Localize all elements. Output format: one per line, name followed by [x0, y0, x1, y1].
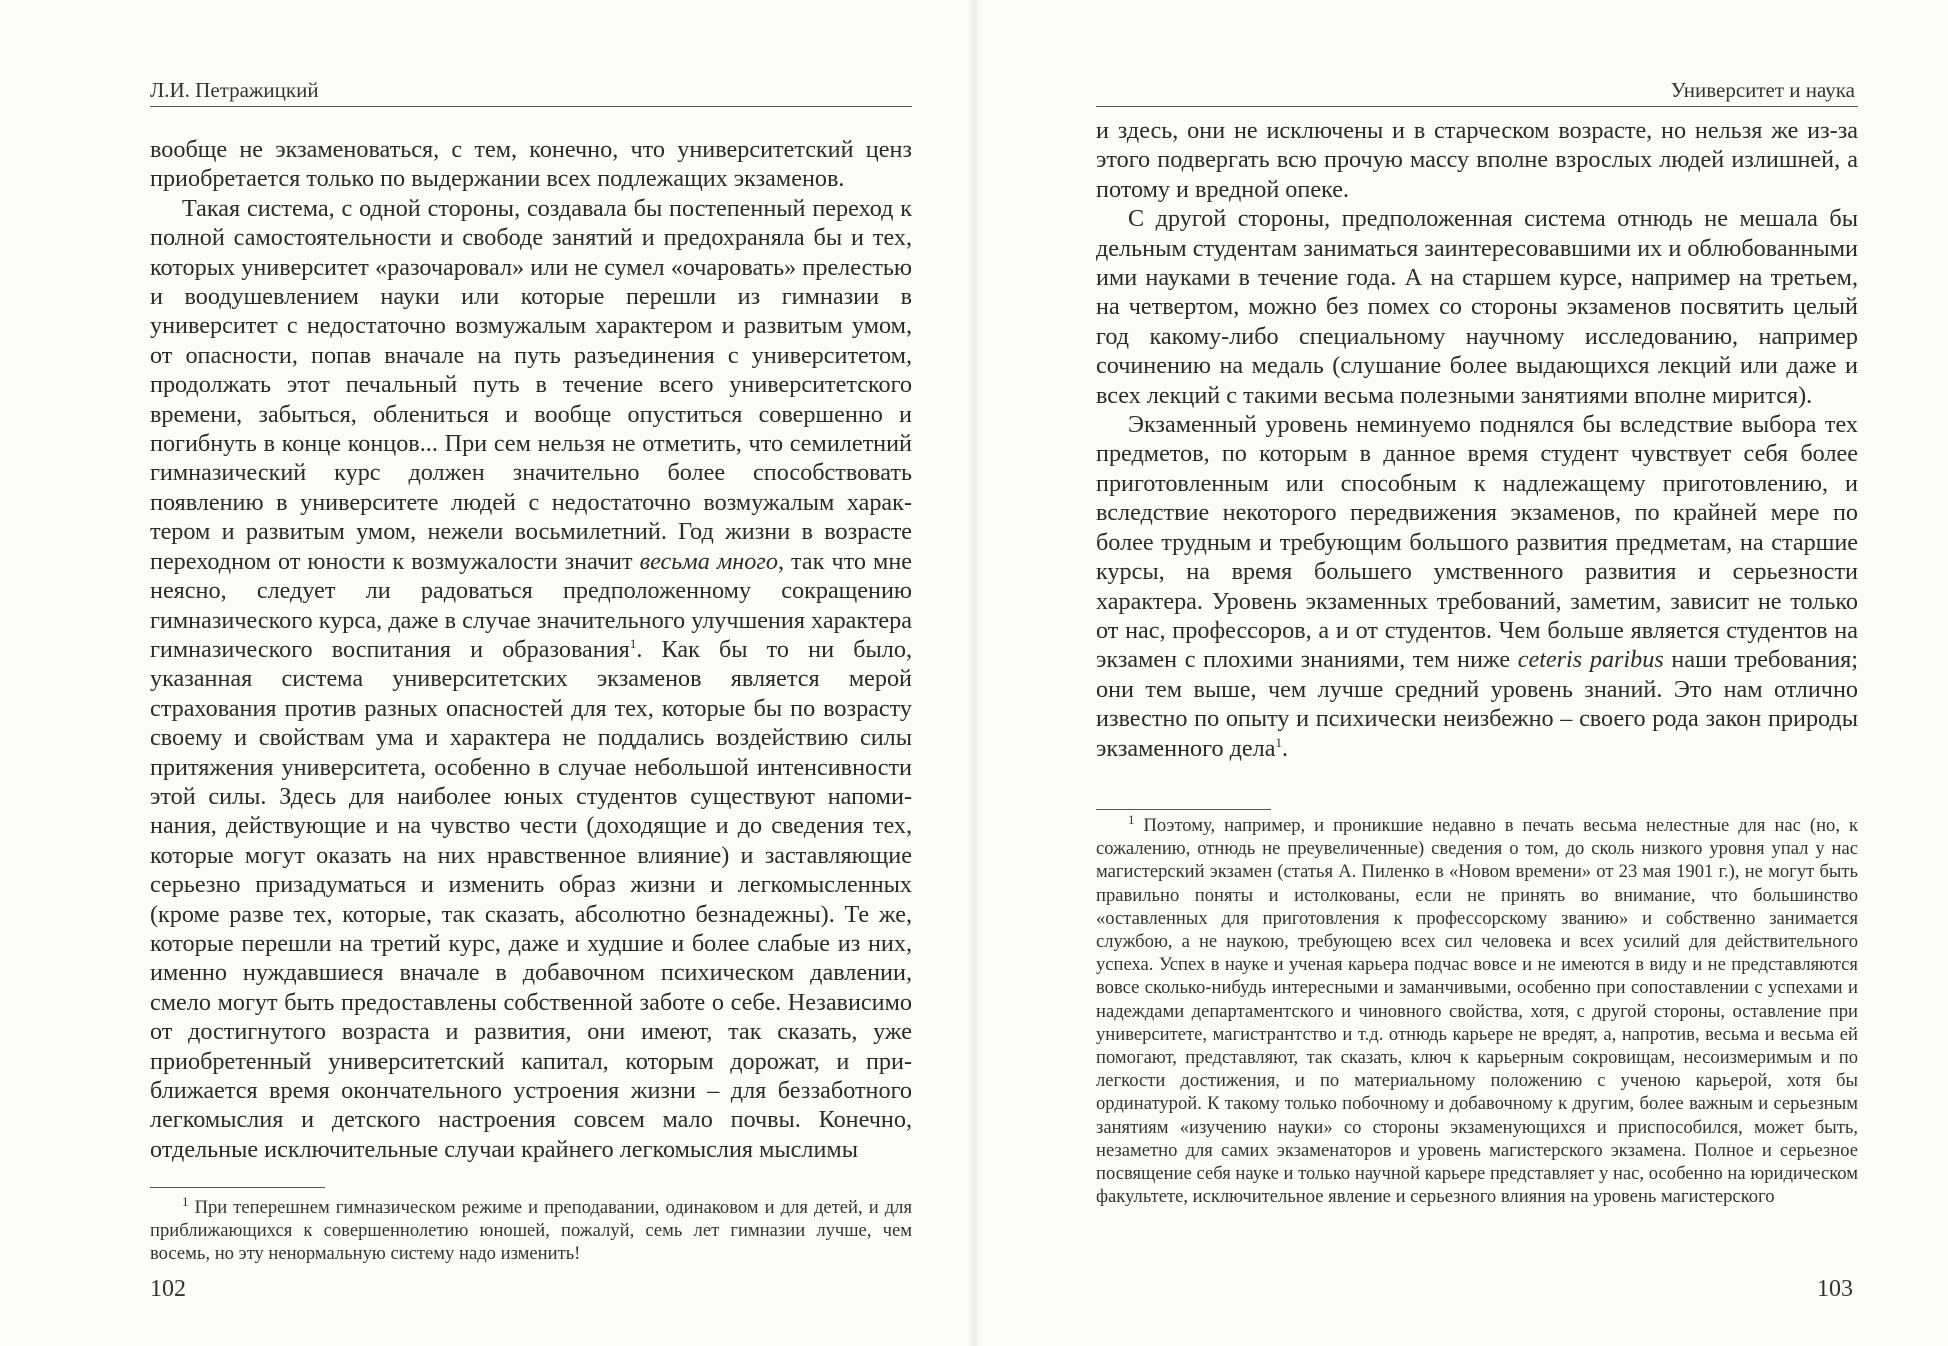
- paragraph: вообще не экзаменоваться, с тем, конечно, что университетский ценз приобретается только по выдержании всех подлежащих экзаменов.: [150, 136, 912, 193]
- paragraph-text: , так что мне неясно, следует ли радоваться предположенному сокращению гимназического курса, даже в случае значительного улучшения характера гимназического воспитания и образования: [150, 547, 913, 663]
- footnote-mark: 1: [1128, 811, 1135, 827]
- footnote-rule: [150, 1187, 325, 1188]
- footnote-ref[interactable]: 1: [1275, 734, 1282, 750]
- paragraph: С другой стороны, предположенная система отнюдь не мешала бы дельным студентам заниматься заинтересовавшими их и облюбованными ими науками в течение года. А на старшем курсе, например на третьем, на четвертом, можно без помех со стороны экзаменов посвятить целый год какому-либо специальному научному исследованию, например сочинению на медаль (слушание более выдающихся лекций или даже и всех лекций с такими весьма полезными занятиями вполне мирится).: [1096, 205, 1858, 409]
- paragraph-text: . Как бы то ни было, указанная система университетских экзаменов является мерой страхования против разных опасностей для тех, которые бы по возрасту своему и свойствам ума и характера не поддались воздействию силы притяжения университета, особенно в случае небольшой интенсивности этой силы. Здесь для наиболее юных студентов существуют напоминания, действующие и на чувство чести (доходящие и до сведения тех, которые могут оказать на них нравственное влияние) и заставляющие серьезно призадуматься и изменить образ жизни и легкомысленных (кроме разве тех, которые, так сказать, абсолютно безнадежны). Те же, которые перешли на третий курс, даже и худшие и более слабые из них, именно нуждавшиеся вначале в добавочном психическом давлении, смело могут быть предоставлены собственной заботе о себе. Независимо от достигнутого возраста и развития, они имеют, так сказать, уже приобретенный университетский капитал, которым дорожат, и приближается время окончательного устроения жизни – для беззаботного легкомыслия и детского настроения совсем мало почвы. Конечно, отдельные исключительные случаи крайнего легкомыслия мыслимы: [150, 635, 912, 1163]
- header-rule: [1096, 106, 1858, 107]
- right-body-text: [1096, 116, 1858, 763]
- footnote-rule: [1096, 809, 1271, 810]
- paragraph: и здесь, они не исключены и в старческом возрасте, но нельзя же из-за этого подвергать всю прочую массу вполне взрослых людей излишней, а потому и вредной опеке.: [1096, 117, 1858, 203]
- page-number: 103: [1817, 1276, 1853, 1302]
- paragraph-text: .: [1281, 734, 1288, 762]
- footnote-ref[interactable]: 1: [629, 635, 637, 651]
- right-page: [974, 0, 1948, 1346]
- footnote-text: При теперешнем гимназическом режиме и преподавании, одинаковом и для детей, и для приближающихся к совершеннолетию юношей, пожалуй, семь лет гимназии лучше, чем восемь, но эту ненормальную систему надо изменить!: [150, 1197, 913, 1265]
- header-rule: [150, 106, 912, 107]
- left-body-text: [150, 135, 912, 1164]
- footnote-text: Поэтому, например, и проникшие недавно в печать весьма нелестные для нас (но, к сожалению, отнюдь не преувеличенные) сведения о том, до сколь низкого уровня упал у нас магистерский экзамен (статья А. Пиленко в «Новом времени» от 23 мая 1901 г.), не могут быть правильно поняты и истолкованы, если не принять во внимание, что большинство «оставленных для приготовления к профессорскому званию» и собственно занимается службою, а не наукою, требующею всех сил человека и всех усилий для действительного успеха. Успех в науке и ученая карьера подчас вовсе и не имеются в виду и не представляются вовсе сколько-нибудь интересными и заманчивыми, особенно при сопоставлении с успехами и надеждами департаментского и чиновного свойства, хотя, с другой стороны, оставление при университете, магистрантство и т.д. отнюдь карьере не вредят, а, напротив, весьма и весьма ей помогают, представляют, так сказать, ключ к карьерным сокровищам, несоизмеримым и по легкости достижения, и по материальному положению с ученою карьерой, хотя бы ординатурой. К такому только побочному и добавочному к другим, более важным и серьезным занятиям «изучению науки» со стороны экзаменующихся и приспособился, может быть, незаметно для самих экзаменаторов и уровень магистерского экзамена. Полное и серьезное посвящение себя науке и только научной карьере представляет у нас, особенно на юридическом факультете, исключительное явление и серьезного влияния на уровень магистерского: [1096, 815, 1858, 1208]
- running-head-title: Университет и наука: [1670, 78, 1855, 102]
- paragraph: [1096, 410, 1858, 763]
- paragraph-text: наши требования; они тем выше, чем лучше средний уровень знаний. Это нам отлично известно по опыту и психически неизбежно – своего рода закон природы экзаменного дела: [1096, 646, 1858, 762]
- page-number: 102: [150, 1276, 186, 1302]
- italic-phrase: ceteris paribus: [1517, 646, 1664, 674]
- footnote: [1096, 811, 1858, 1208]
- paragraph-text: Такая система, с одной стороны, создавала бы постепенный переход к полной самостоятельности и свободе занятий и предохраняла бы и тех, которых университет «разочаровал» или не сумел «очаровать» прелестью и воодушевлением науки или которые перешли из гимназии в университет с недостаточно возмужалым характером и развитым умом, от опасности, попав вначале на путь разъединения с университетом, продолжать этот печальный путь в течение всего университетского времени, забыться, облениться и вообще опуститься совершенно и погибнуть в конце концов... При сем нельзя не отметить, что семилетний гимназический курс должен значительно более способствовать появлению в университете людей с недостаточно возмужалым характером и развитым умом, нежели восьмилетний. Год жизни в возрасте переходном от юности к возмужалости значит: [150, 194, 912, 575]
- footnote-mark: 1: [182, 1193, 189, 1209]
- paragraph-text: Экзаменный уровень неминуемо поднялся бы вследствие выбора тех предметов, по которым в данное время студент чувствует себя более приготовленным или способным к надлежащему приготовлению, и вследствие некоторого передвижения экзаменов, по крайней мере по более трудным и требующим большого развития предметам, на старшие курсы, на время большего умственного развития и серьезности характера. Уровень экзаменных требований, заметим, зависит не только от нас, профессоров, а и от студентов. Чем больше является студентов на экзамен с плохими знаниями, тем ниже: [1096, 411, 1858, 674]
- footnote: [150, 1193, 913, 1266]
- running-head-author: Л.И. Петражицкий: [150, 78, 319, 102]
- paragraph: [150, 194, 912, 1164]
- italic-phrase: весьма много: [639, 547, 778, 575]
